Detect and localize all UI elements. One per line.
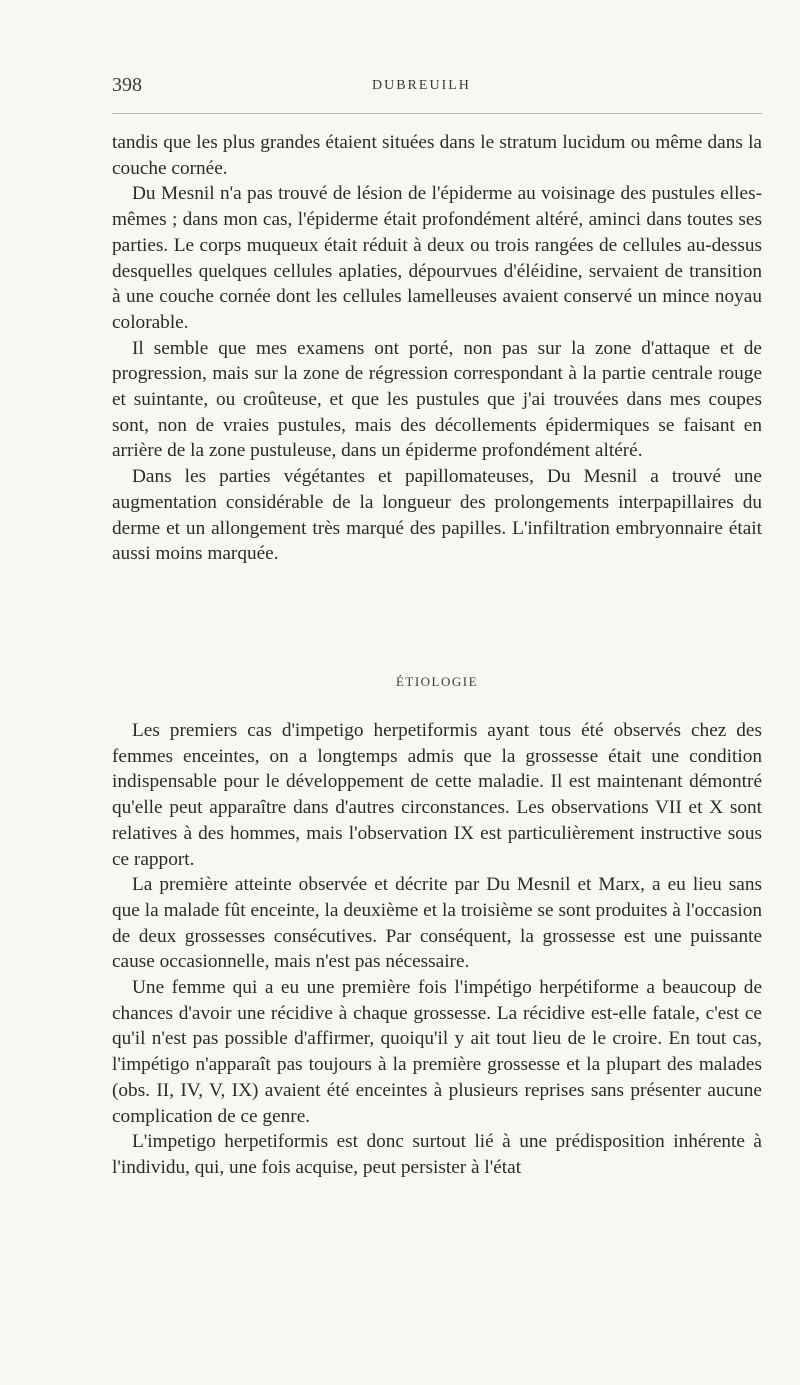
paragraph: Il semble que mes examens ont porté, non pas sur la zone d'attaque et de progression, mais sur la zone de régression correspondant à la partie centrale rouge et suintante, ou croûteuse, et que les pustules que j'ai trouvées dans mes coupes sont, non de vraies pustules, mais des décollements épidermiques se faisant en arrière de la zone pustuleuse, dans un épiderme profondément altéré. — [112, 337, 762, 462]
paragraph: Les premiers cas d'impetigo herpetiformis ayant tous été observés chez des femmes enceintes, on a longtemps admis que la grossesse était une condition indispensable pour le développement de cette maladie. Il est maintenant démontré qu'elle peut apparaître dans d'autres circonstances. Les observations VII et X sont relatives à des hommes, mais l'observation IX est particulièrement instructive sous ce rapport. — [112, 720, 762, 870]
page-header — [112, 74, 762, 98]
section-heading-etiologie: ÉTIOLOGIE — [395, 674, 479, 689]
paragraph: tandis que les plus grandes étaient situées dans le stratum lucidum ou même dans la couche cornée. — [112, 132, 762, 179]
page-number: 398 — [112, 74, 142, 96]
header-rule — [112, 113, 762, 114]
paragraph: La première atteinte observée et décrite par Du Mesnil et Marx, a eu lieu sans que la malade fût enceinte, la deuxième et la troisième se sont produites à l'occasion de deux grossesses consécutives. Par conséquent, la grossesse est une puissante cause occasionnelle, mais n'est pas nécessaire. — [112, 874, 762, 973]
paragraph: Du Mesnil n'a pas trouvé de lésion de l'épiderme au voisinage des pustules elles-mêmes ; dans mon cas, l'épiderme était profondément altéré, aminci dans toutes ses parties. Le corps muqueux était réduit à deux ou trois rangées de cellules au-dessus desquelles quelques cellules aplaties, dépourvues d'éléidine, servaient de transition à une couche cornée dont les cellules lamelleuses avaient conservé un mince noyau colorable. — [112, 183, 762, 333]
paragraph: Dans les parties végétantes et papillomateuses, Du Mesnil a trouvé une augmentation considérable de la longueur des prolongements interpapillaires du derme et un allongement très marqué des papilles. L'infiltration embryonnaire était aussi moins marquée. — [112, 466, 762, 565]
paragraph: L'impetigo herpetiformis est donc surtout lié à une prédisposition inhérente à l'individu, qui, une fois acquise, peut persister à l'état — [112, 1131, 762, 1178]
paragraph: Une femme qui a eu une première fois l'impétigo herpétiforme a beaucoup de chances d'avoir une récidive à chaque grossesse. La récidive est-elle fatale, c'est ce qu'il n'est pas possible d'affirmer, quoiqu'il y ait tout lieu de le croire. En tout cas, l'impétigo n'apparaît pas toujours à la première grossesse et la plupart des malades (obs. II, IV, V, IX) avaient été enceintes à plusieurs reprises sans présenter aucune complication de ce genre. — [112, 977, 762, 1127]
running-head: DUBREUILH — [372, 78, 471, 93]
section-1-text — [112, 130, 762, 567]
section-2-text — [112, 718, 762, 1181]
